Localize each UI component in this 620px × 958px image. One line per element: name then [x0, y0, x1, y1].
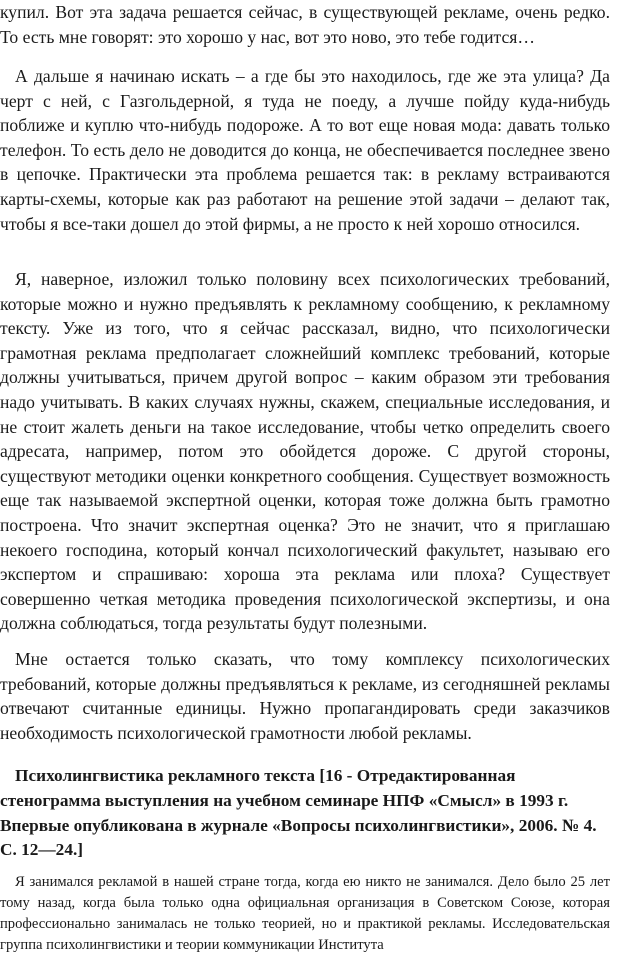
paragraph-continuation: купил. Вот эта задача решается сейчас, в существующей рекламе, очень редко. То есть мне говорят: это хорошо у нас, вот это ново, это тебе годится…: [0, 2, 610, 47]
section-heading: Психолингвистика рекламного текста [16 - Отредактированная стенограмма выступления на учебном семинаре НПФ «Смысл» в 1993 г. Впервые опубликована в журнале «Вопросы психолингвистики», 2006. № 4. С. 12—24.]: [0, 766, 597, 860]
paragraph-search-address: А дальше я начинаю искать – а где бы это находилось, где же эта улица? Да черт с ней, с Газгольдерной, я туда не поеду, а лучше пойду куда-нибудь поближе и куплю что-нибудь подороже. А то вот еще новая мода: давать только телефон. То есть дело не доводится до конца, не обеспечивается последнее звено в цепочке. Практически эта проблема решается так: в рекламу встраиваются карты-схемы, которые как раз работают на решение этой задачи – делают так, чтобы я все-таки дошел до этой фирмы, а не просто к ней хорошо относился.: [0, 66, 610, 234]
paragraph-conclusion: Мне остается только сказать, что тому комплексу психологических требований, которые должны предъявляться к рекламе, из сегодняшней рекламы отвечают считанные единицы. Нужно пропагандировать среди заказчиков необходимость психологической грамотности любой рекламы.: [0, 649, 610, 743]
paragraph-section-start: Я занимался рекламой в нашей стране тогда, когда ею никто не занимался. Дело было 25 лет тому назад, когда была только одна официальная организация в Советском Союзе, которая профессионально занималась не только теорией, но и практикой рекламы. Исследовательская группа психолингвистики и теории коммуникации Института: [0, 874, 610, 953]
paragraph-psychological-requirements: Я, наверное, изложил только половину всех психологических требований, которые можно и нужно предъявлять к рекламному сообщению, к рекламному тексту. Уже из того, что я сейчас рассказал, видно, что психологически грамотная реклама предполагает сложнейший комплекс требований, которые должны учитываться, причем другой вопрос – каким образом эти требования надо учитывать. В каких случаях нужны, скажем, специальные исследования, и не стоит жалеть деньги на такое исследование, чтобы четко определить своего адресата, например, потом это обойдется дороже. С другой стороны, существуют методики оценки конкретного сообщения. Существует возможность еще так называемой экспертной оценки, которая тоже должна быть грамотно построена. Что значит экспертная оценка? Это не значит, что я приглашаю некоего господина, который кончал психологический факультет, называю его экспертом и спрашиваю: хороша эта реклама или плоха? Существует совершенно четкая методика проведения психологической экспертизы, и она должна соблюдаться, тогда результаты будут полезными.: [0, 269, 610, 634]
